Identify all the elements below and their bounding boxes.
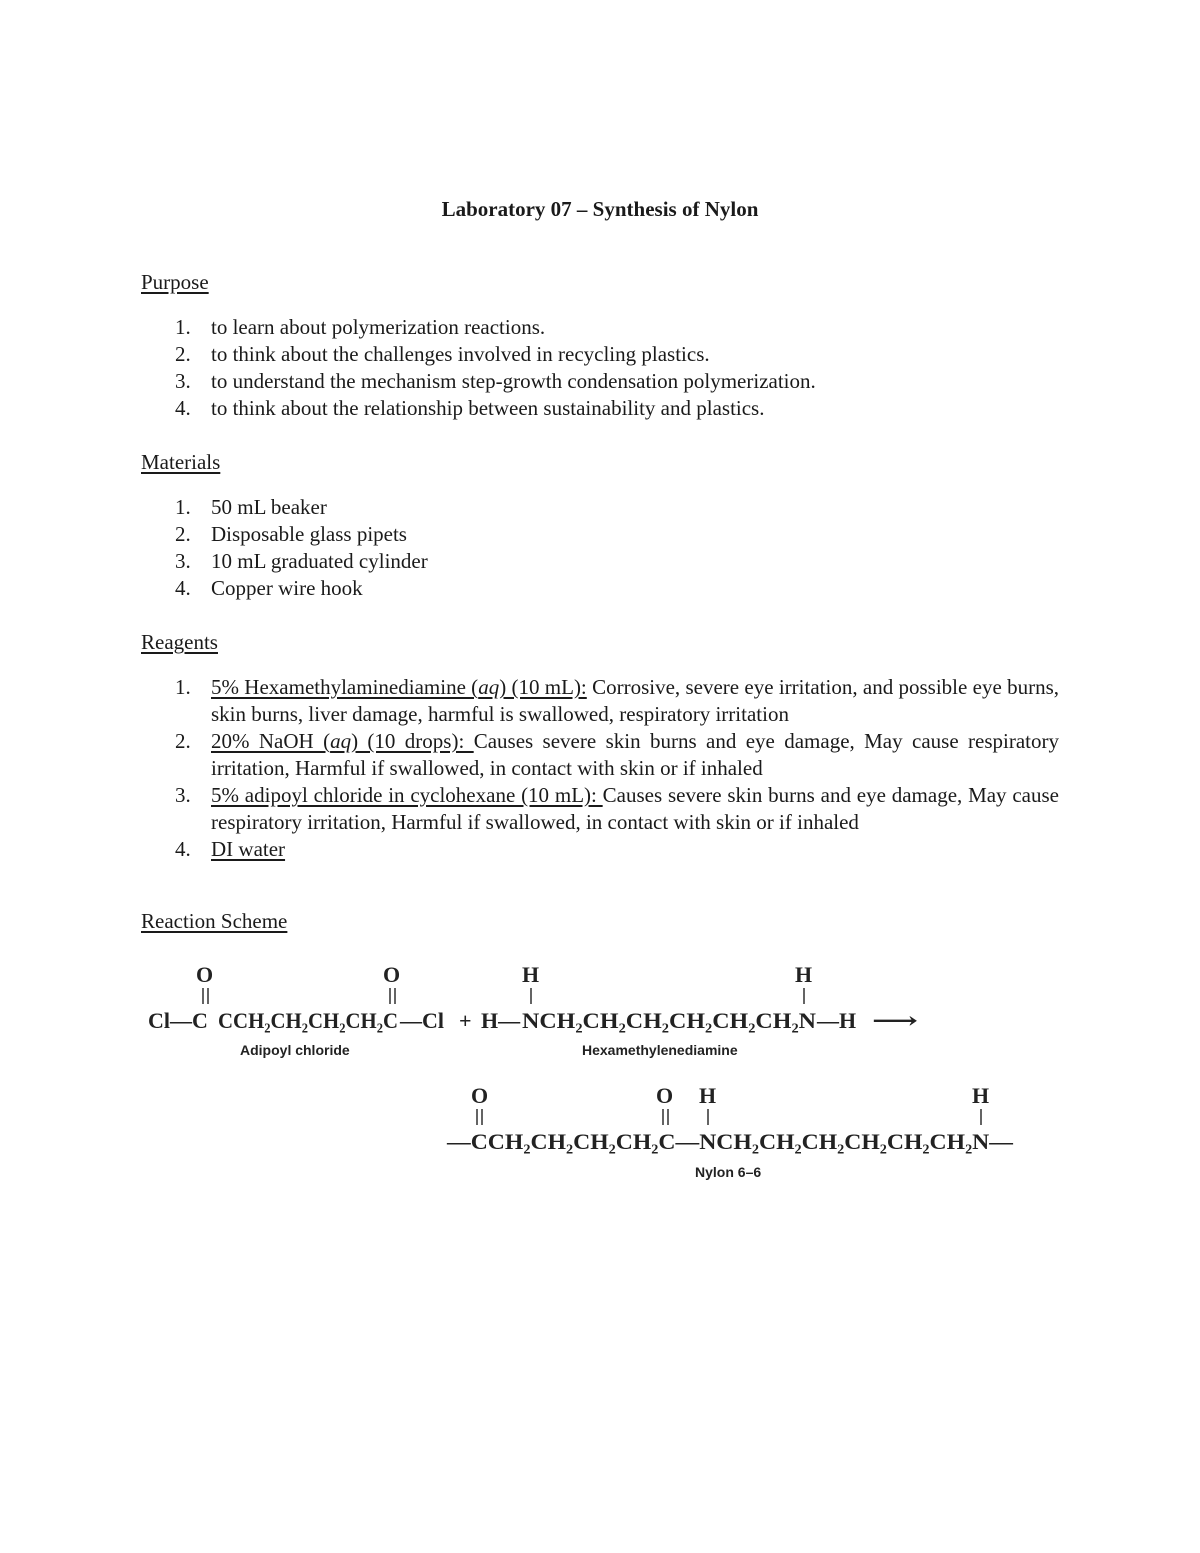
diamine-chain: NCH₂CH₂CH₂CH₂CH₂CH₂N — [522, 1008, 817, 1033]
reagent-hazards: Causes severe skin burns and eye damage, May cause respiratory irritation, Harmful if swallowed, in contact with skin or if inhaled — [211, 729, 1059, 780]
reagents-list — [141, 674, 1059, 863]
list-item: 1. 50 mL beaker — [175, 495, 327, 519]
purpose-list — [141, 314, 1059, 422]
list-item: 3. 5% adipoyl chloride in cyclohexane (10 mL): Causes severe skin burns and eye damage, May cause respiratory irritation, Harmful if swallowed, in contact with skin or if inhaled — [175, 783, 1059, 834]
hydrogen-atom-4: H — [972, 1083, 990, 1108]
oxygen-atom-4: O — [656, 1083, 674, 1108]
reaction-scheme-heading: Reaction Scheme — [141, 909, 288, 933]
list-item: 2. Disposable glass pipets — [175, 522, 407, 546]
list-item: 3. 10 mL graduated cylinder — [175, 549, 428, 573]
list-item: 3. to understand the mechanism step-growth condensation polymerization. — [175, 369, 816, 393]
reagent-name: 5% Hexamethylaminediamine (aq) (10 mL): — [211, 675, 587, 699]
diamine-h-left: H— — [481, 1008, 521, 1033]
label-hexamethylenediamine: Hexamethylenediamine — [582, 1042, 738, 1058]
plus-sign: + — [459, 1008, 472, 1033]
nylon-chain: —CCH₂CH₂CH₂CH₂C—NCH₂CH₂CH₂CH₂CH₂CH₂N— — [445, 1129, 1015, 1154]
reagent-hazards: Corrosive, severe eye irritation, and possible eye burns, skin burns, liver damage, harmful is swallowed, respiratory irritation — [211, 675, 1059, 726]
list-item: 1. 5% Hexamethylaminediamine (aq) (10 mL): Corrosive, severe eye irritation, and possible eye burns, skin burns, liver damage, harmful is swallowed, respiratory irritation — [175, 675, 1059, 726]
reagent-name: 20% NaOH (aq) (10 drops): — [211, 729, 474, 753]
oxygen-atom-1: O — [196, 962, 214, 987]
list-item: 2. to think about the challenges involved in recycling plastics. — [175, 342, 710, 366]
page-title: Laboratory 07 – Synthesis of Nylon — [441, 197, 759, 221]
hydrogen-atom-2: H — [795, 962, 813, 987]
adipoyl-chain: CCH₂CH₂CH₂CH₂C — [218, 1008, 398, 1033]
materials-list — [141, 494, 1059, 602]
purpose-heading: Purpose — [141, 270, 209, 294]
materials-heading: Materials — [141, 450, 221, 474]
hydrogen-atom-1: H — [522, 962, 540, 987]
adipoyl-cl-left: Cl—C — [148, 1008, 208, 1033]
label-nylon-6-6: Nylon 6–6 — [695, 1164, 762, 1180]
oxygen-atom-2: O — [383, 962, 401, 987]
adipoyl-cl-right: —Cl — [400, 1008, 444, 1033]
label-adipoyl-chloride: Adipoyl chloride — [240, 1042, 350, 1058]
reagent-name: DI water — [211, 837, 286, 861]
reaction-arrow: ⟶ — [872, 1008, 918, 1033]
list-item: 4. DI water — [175, 837, 286, 861]
hydrogen-atom-3: H — [699, 1083, 717, 1108]
oxygen-atom-3: O — [471, 1083, 489, 1108]
list-item: 2. 20% NaOH (aq) (10 drops): Causes severe skin burns and eye damage, May cause respiratory irritation, Harmful if swallowed, in contact with skin or if inhaled — [175, 729, 1059, 780]
reaction-scheme-diagram — [0, 940, 1200, 1200]
list-item: 1. to learn about polymerization reactions. — [175, 315, 546, 339]
reagent-hazards: Causes severe skin burns and eye damage, May cause respiratory irritation, Harmful if swallowed, in contact with skin or if inhaled — [211, 783, 1059, 834]
reagent-name: 5% adipoyl chloride in cyclohexane (10 mL): — [211, 783, 603, 807]
diamine-h-right: —H — [817, 1008, 857, 1033]
list-item: 4. to think about the relationship between sustainability and plastics. — [175, 396, 765, 420]
reagents-heading: Reagents — [141, 630, 218, 654]
list-item: 4. Copper wire hook — [175, 576, 363, 600]
